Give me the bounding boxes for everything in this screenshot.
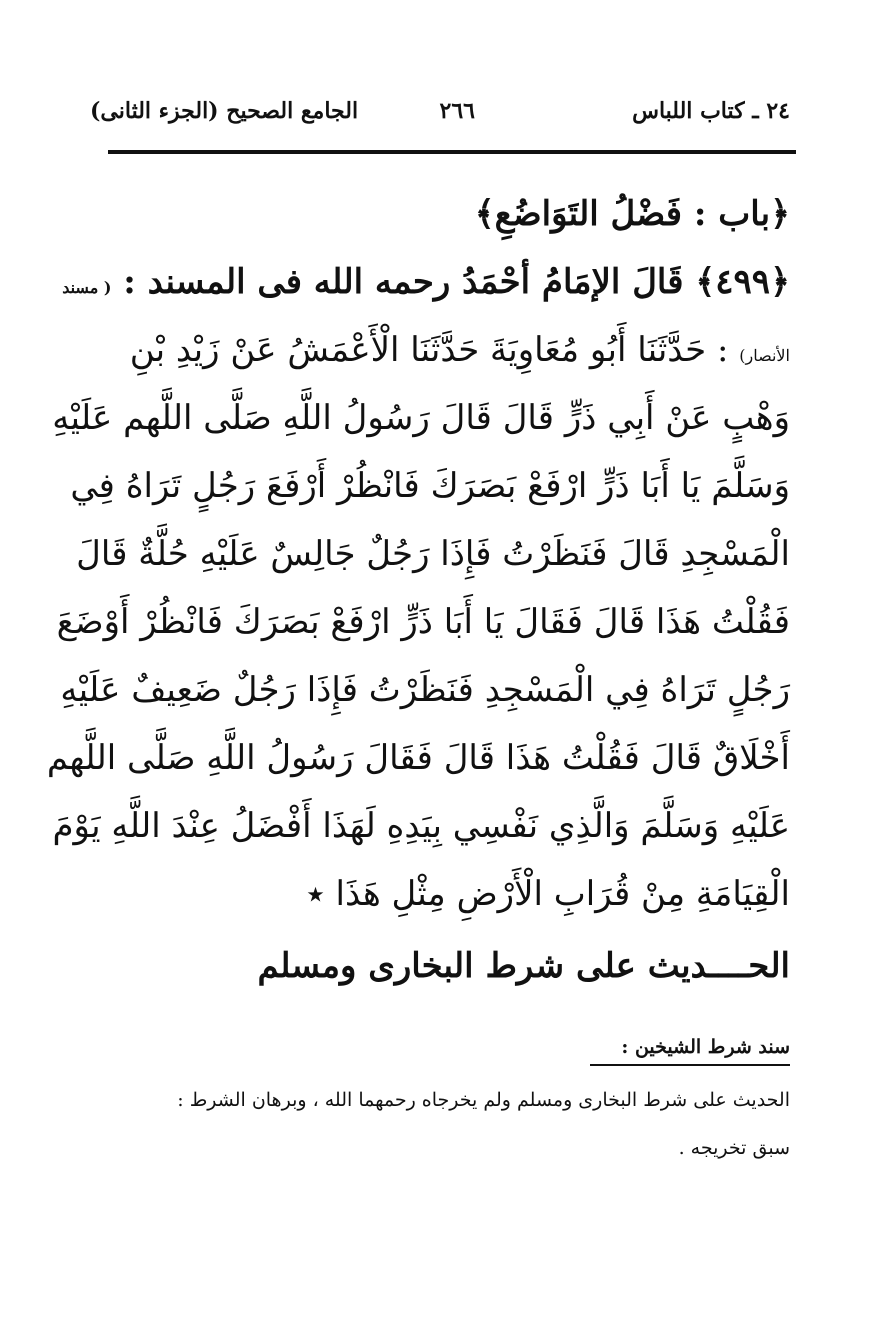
chapter-title: ﴿باب : فَضْلُ التَوَاضُعِ﴾ <box>474 194 790 234</box>
hadith-line: عَلَيْهِ وَسَلَّمَ وَالَّذِي نَفْسِي بِيَدِهِ لَهَذَا أَفْضَلُ عِنْدَ اللَّهِ يَوْمَ <box>52 806 790 846</box>
note-title: سند شرط الشيخين : <box>621 1036 790 1058</box>
header-book-title: الجامع الصحيح (الجزء الثانى) <box>90 98 359 124</box>
source-note-open: ( مسند <box>62 278 112 297</box>
source-note-close: الأنصار) <box>739 346 790 365</box>
note-underline <box>590 1064 790 1066</box>
page-number: ٢٦٦ <box>439 98 475 124</box>
header-rule <box>108 150 796 154</box>
note-text: الحديث على شرط البخارى ومسلم ولم يخرجاه رحمهما الله ، وبرهان الشرط : <box>177 1089 790 1111</box>
hadith-line: وَسَلَّمَ يَا أَبَا ذَرٍّ ارْفَعْ بَصَرَكَ فَانْظُرْ أَرْفَعَ رَجُلٍ تَرَاهُ فِي <box>70 466 790 506</box>
hadith-line <box>100 316 790 384</box>
hadith-line: الْقِيَامَةِ مِنْ قُرَابِ الْأَرْضِ مِثْلِ هَذَا ٭ <box>306 874 790 914</box>
hadith-verdict: الحــــديث على شرط البخارى ومسلم <box>257 946 790 986</box>
hadith-body <box>46 180 790 1172</box>
hadith-line: أَخْلَاقٌ قَالَ فَقُلْتُ هَذَا قَالَ فَقَالَ رَسُولُ اللَّهِ صَلَّى اللَّهم <box>46 738 790 778</box>
hadith-line: وَهْبٍ عَنْ أَبِي ذَرٍّ قَالَ قَالَ رَسُولُ اللَّهِ صَلَّى اللَّهم عَلَيْهِ <box>52 398 790 438</box>
hadith-text: : حَدَّثَنَا أَبُو مُعَاوِيَةَ حَدَّثَنَا الْأَعْمَشُ عَنْ زَيْدِ بْنِ <box>129 330 729 370</box>
hadith-intro-line <box>62 248 790 316</box>
hadith-line: الْمَسْجِدِ قَالَ فَنَظَرْتُ فَإِذَا رَجُلٌ جَالِسٌ عَلَيْهِ حُلَّةٌ قَالَ <box>76 534 790 574</box>
note-text: سبق تخريجه . <box>678 1137 790 1159</box>
hadith-line: فَقُلْتُ هَذَا قَالَ فَقَالَ يَا أَبَا ذَرٍّ ارْفَعْ بَصَرَكَ فَانْظُرْ أَوْضَعَ <box>56 602 790 642</box>
hadith-line: رَجُلٍ تَرَاهُ فِي الْمَسْجِدِ فَنَظَرْتُ فَإِذَا رَجُلٌ ضَعِيفٌ عَلَيْهِ <box>60 670 790 710</box>
hadith-number: ﴿٤٩٩﴾ <box>695 262 790 302</box>
header-chapter: ٢٤ ـ كتاب اللباس <box>632 98 790 124</box>
hadith-intro: قَالَ الإمَامُ أحْمَدُ رحمه الله فى المسند : <box>123 262 684 302</box>
running-header <box>90 98 790 138</box>
